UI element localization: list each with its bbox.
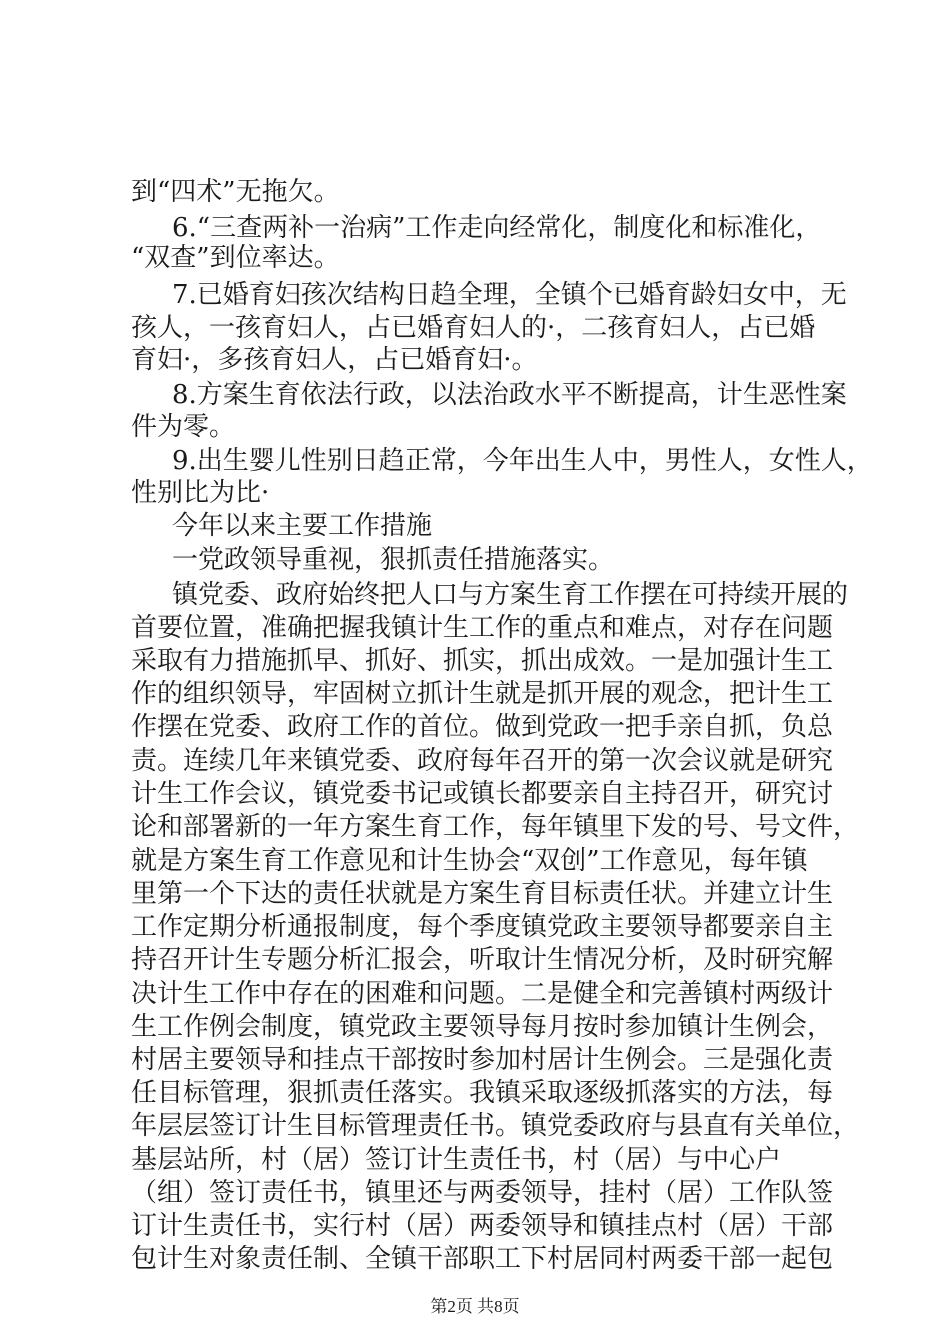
section-subheading: 一党政领导重视，狠抓责任措施落实。	[172, 545, 615, 575]
text-line: 作摆在党委、政府工作的首位。做到党政一把手亲自抓，负总	[131, 712, 834, 742]
text-line: 件为零。	[131, 412, 236, 442]
text-line: 到“四术”无拖欠。	[131, 177, 340, 207]
text-line: 8.方案生育依法行政，以法治政水平不断提高，计生恶性案	[172, 380, 847, 410]
text-line: 7.已婚育妇孩次结构日趋全理，全镇个已婚育龄妇女中，无	[172, 280, 847, 310]
text-line: 村居主要领导和挂点干部按时参加村居计生例会。三是强化责	[131, 1045, 834, 1075]
text-line: 生工作例会制度，镇党政主要领导每月按时参加镇计生例会，	[131, 1012, 834, 1042]
text-line: “双查”到位率达。	[131, 243, 340, 273]
text-line: 基层站所，村（居）签订计生责任书，村（居）与中心户	[131, 1145, 782, 1175]
text-line: 订计生责任书，实行村（居）两委领导和镇挂点村（居）干部	[131, 1211, 834, 1241]
text-line: 作的组织领导，牢固树立抓计生就是抓开展的观念，把计生工	[131, 679, 834, 709]
text-line: 孩人，一孩育妇人，占已婚育妇人的·，二孩育妇人，占已婚	[131, 313, 816, 343]
page-footer: 第2页 共8页	[430, 1297, 520, 1316]
text-line: 就是方案生育工作意见和计生协会“双创”工作意见，每年镇	[131, 846, 808, 876]
text-line: 持召开计生专题分析汇报会，听取计生情况分析，及时研究解	[131, 945, 834, 975]
text-line: 责。连续几年来镇党委、政府每年召开的第一次会议就是研究	[131, 746, 834, 776]
text-line: 决计生工作中存在的困难和问题。二是健全和完善镇村两级计	[131, 979, 834, 1009]
text-line: 6.“三查两补一治病”工作走向经常化，制度化和标准化，	[172, 213, 822, 243]
text-line: 采取有力措施抓早、抓好、抓实，抓出成效。一是加强计生工	[131, 646, 834, 676]
text-line: （组）签订责任书，镇里还与两委领导，挂村（居）工作队签	[131, 1178, 834, 1208]
text-line: 包计生对象责任制、全镇干部职工下村居同村两委干部一起包	[131, 1244, 834, 1274]
text-line: 里第一个下达的责任状就是方案生育目标责任状。并建立计生	[131, 879, 834, 909]
text-line: 首要位置，准确把握我镇计生工作的重点和难点，对存在问题	[131, 613, 834, 643]
text-line: 论和部署新的一年方案生育工作，每年镇里下发的号、号文件，	[131, 812, 860, 842]
text-line: 任目标管理，狠抓责任落实。我镇采取逐级抓落实的方法，每	[131, 1078, 834, 1108]
text-line: 镇党委、政府始终把人口与方案生育工作摆在可持续开展的	[172, 580, 849, 610]
text-line: 育妇·，多孩育妇人，占已婚育妇·。	[131, 345, 538, 375]
text-line: 年层层签订计生目标管理责任书。镇党委政府与县直有关单位，	[131, 1111, 860, 1141]
text-line: 性别比为比·	[131, 478, 270, 508]
text-line: 计生工作会议，镇党委书记或镇长都要亲自主持召开，研究讨	[131, 779, 834, 809]
text-line: 工作定期分析通报制度，每个季度镇党政主要领导都要亲自主	[131, 912, 834, 942]
section-heading: 今年以来主要工作措施	[172, 511, 433, 541]
text-line: 9.出生婴儿性别日趋正常，今年出生人中，男性人，女性人，	[172, 446, 873, 476]
